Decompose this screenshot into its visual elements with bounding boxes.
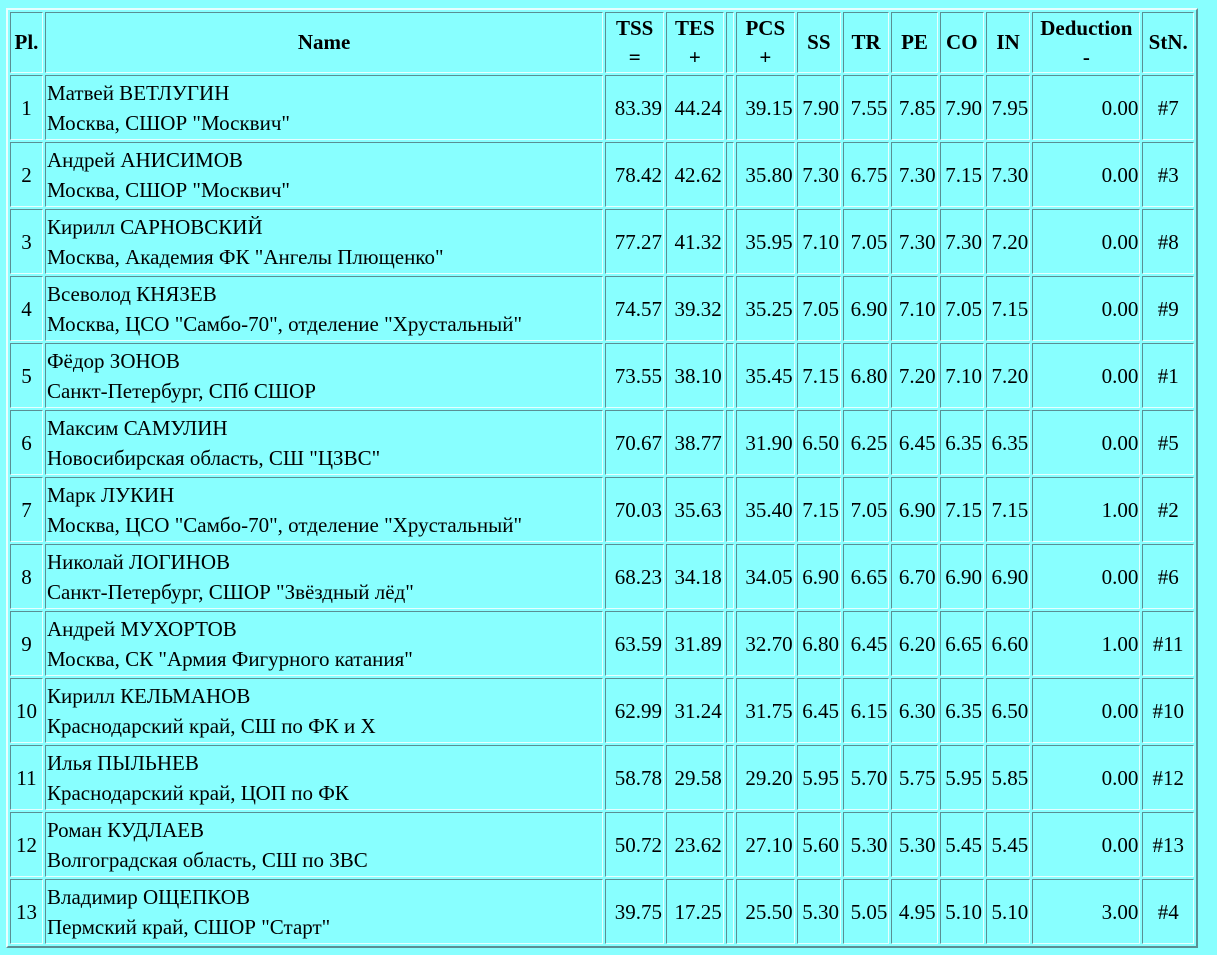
skater-club: Краснодарский край, СШ по ФК и Х [46, 713, 376, 738]
cell-tes: 29.58 [666, 745, 724, 810]
cell-spacer [726, 343, 734, 408]
skater-name: Максим САМУЛИН [46, 415, 228, 440]
cell-deduction: 0.00 [1032, 276, 1140, 341]
cell-skater [45, 75, 603, 140]
table-row [10, 209, 1194, 274]
skater-name: Фёдор ЗОНОВ [46, 348, 180, 373]
results-table [6, 8, 1198, 948]
cell-pe: 7.20 [891, 343, 937, 408]
cell-co: 5.45 [940, 812, 984, 877]
cell-spacer [726, 276, 734, 341]
skater-club: Москва, СШОР "Москвич" [46, 110, 290, 135]
cell-skater [45, 142, 603, 207]
cell-tss: 70.03 [605, 477, 664, 542]
table-row [10, 812, 1194, 877]
skater-club: Краснодарский край, ЦОП по ФК [46, 780, 349, 805]
cell-tes: 41.32 [666, 209, 724, 274]
cell-deduction: 1.00 [1032, 611, 1140, 676]
cell-co: 6.35 [940, 410, 984, 475]
cell-start-number: #11 [1142, 611, 1194, 676]
cell-tss: 63.59 [605, 611, 664, 676]
cell-in: 7.15 [986, 276, 1030, 341]
cell-place: 2 [10, 142, 43, 207]
cell-start-number: #2 [1142, 477, 1194, 542]
cell-ss: 6.90 [797, 544, 841, 609]
cell-pcs: 35.95 [736, 209, 795, 274]
cell-skater [45, 544, 603, 609]
header-tss[interactable]: TSS = [605, 12, 664, 73]
header-tr[interactable]: TR [843, 12, 889, 73]
cell-in: 7.95 [986, 75, 1030, 140]
cell-tr: 6.75 [843, 142, 889, 207]
cell-spacer [726, 209, 734, 274]
header-in[interactable]: IN [986, 12, 1030, 73]
cell-co: 7.10 [940, 343, 984, 408]
skater-club: Москва, ЦСО "Самбо-70", отделение "Хрустальный" [46, 311, 523, 336]
cell-in: 7.30 [986, 142, 1030, 207]
table-row [10, 410, 1194, 475]
cell-tr: 5.70 [843, 745, 889, 810]
cell-deduction: 0.00 [1032, 544, 1140, 609]
cell-tes: 17.25 [666, 879, 724, 944]
cell-tr: 7.55 [843, 75, 889, 140]
skater-name: Кирилл КЕЛЬМАНОВ [46, 683, 251, 708]
cell-tr: 6.15 [843, 678, 889, 743]
cell-deduction: 0.00 [1032, 75, 1140, 140]
cell-co: 5.10 [940, 879, 984, 944]
cell-start-number: #5 [1142, 410, 1194, 475]
cell-start-number: #8 [1142, 209, 1194, 274]
cell-deduction: 0.00 [1032, 745, 1140, 810]
cell-skater [45, 477, 603, 542]
cell-in: 7.15 [986, 477, 1030, 542]
skater-club: Москва, СШОР "Москвич" [46, 177, 290, 202]
cell-deduction: 0.00 [1032, 142, 1140, 207]
cell-place: 3 [10, 209, 43, 274]
skater-name: Всеволод КНЯЗЕВ [46, 281, 217, 306]
cell-tss: 70.67 [605, 410, 664, 475]
cell-tr: 6.90 [843, 276, 889, 341]
cell-tes: 31.89 [666, 611, 724, 676]
header-start-number[interactable]: StN. [1142, 12, 1194, 73]
cell-start-number: #9 [1142, 276, 1194, 341]
cell-ss: 6.45 [797, 678, 841, 743]
cell-pe: 6.45 [891, 410, 937, 475]
skater-name: Матвей ВЕТЛУГИН [46, 80, 230, 105]
cell-place: 11 [10, 745, 43, 810]
cell-in: 7.20 [986, 209, 1030, 274]
cell-pcs: 35.80 [736, 142, 795, 207]
cell-start-number: #3 [1142, 142, 1194, 207]
table-row [10, 276, 1194, 341]
cell-tss: 50.72 [605, 812, 664, 877]
cell-tes: 38.77 [666, 410, 724, 475]
header-name[interactable]: Name [45, 12, 603, 73]
header-row [10, 12, 1194, 73]
header-deduction[interactable]: Deduction - [1032, 12, 1140, 73]
cell-co: 7.90 [940, 75, 984, 140]
cell-deduction: 1.00 [1032, 477, 1140, 542]
header-pe[interactable]: PE [891, 12, 937, 73]
cell-deduction: 0.00 [1032, 410, 1140, 475]
skater-club: Москва, ЦСО "Самбо-70", отделение "Хрустальный" [46, 512, 523, 537]
cell-tr: 5.30 [843, 812, 889, 877]
cell-skater [45, 209, 603, 274]
cell-co: 6.35 [940, 678, 984, 743]
cell-pcs: 27.10 [736, 812, 795, 877]
header-pcs[interactable]: PCS + [736, 12, 795, 73]
cell-spacer [726, 678, 734, 743]
cell-ss: 5.30 [797, 879, 841, 944]
cell-spacer [726, 812, 734, 877]
table-row [10, 477, 1194, 542]
cell-spacer [726, 611, 734, 676]
skater-name: Андрей АНИСИМОВ [46, 147, 243, 172]
cell-in: 7.20 [986, 343, 1030, 408]
cell-tr: 7.05 [843, 209, 889, 274]
header-tes[interactable]: TES + [666, 12, 724, 73]
table-row [10, 879, 1194, 944]
skater-club: Новосибирская область, СШ "ЦЗВС" [46, 445, 381, 470]
skater-name: Андрей МУХОРТОВ [46, 616, 237, 641]
cell-ss: 7.15 [797, 343, 841, 408]
cell-skater [45, 276, 603, 341]
cell-tes: 38.10 [666, 343, 724, 408]
cell-place: 13 [10, 879, 43, 944]
cell-in: 6.50 [986, 678, 1030, 743]
skater-name: Марк ЛУКИН [46, 482, 175, 507]
skater-name: Кирилл САРНОВСКИЙ [46, 214, 263, 239]
cell-deduction: 0.00 [1032, 678, 1140, 743]
table-row [10, 678, 1194, 743]
cell-pe: 5.30 [891, 812, 937, 877]
cell-co: 7.05 [940, 276, 984, 341]
cell-tss: 78.42 [605, 142, 664, 207]
cell-pcs: 39.15 [736, 75, 795, 140]
cell-co: 6.90 [940, 544, 984, 609]
cell-place: 5 [10, 343, 43, 408]
cell-pe: 6.70 [891, 544, 937, 609]
cell-tss: 62.99 [605, 678, 664, 743]
cell-spacer [726, 544, 734, 609]
cell-pcs: 31.75 [736, 678, 795, 743]
cell-tes: 39.32 [666, 276, 724, 341]
cell-tss: 68.23 [605, 544, 664, 609]
cell-place: 8 [10, 544, 43, 609]
cell-ss: 6.80 [797, 611, 841, 676]
skater-club: Москва, СК "Армия Фигурного катания" [46, 646, 413, 671]
cell-co: 7.30 [940, 209, 984, 274]
cell-pcs: 35.40 [736, 477, 795, 542]
cell-tes: 31.24 [666, 678, 724, 743]
cell-start-number: #1 [1142, 343, 1194, 408]
cell-tss: 83.39 [605, 75, 664, 140]
cell-spacer [726, 879, 734, 944]
table-row [10, 75, 1194, 140]
cell-pcs: 29.20 [736, 745, 795, 810]
cell-co: 7.15 [940, 142, 984, 207]
skater-name: Владимир ОЩЕПКОВ [46, 884, 250, 909]
skater-club: Пермский край, СШОР "Старт" [46, 914, 331, 939]
cell-co: 5.95 [940, 745, 984, 810]
table-row [10, 544, 1194, 609]
skater-name: Роман КУДЛАЕВ [46, 817, 205, 842]
table-row [10, 611, 1194, 676]
cell-ss: 7.05 [797, 276, 841, 341]
cell-co: 6.65 [940, 611, 984, 676]
cell-skater [45, 343, 603, 408]
cell-skater [45, 678, 603, 743]
header-co[interactable]: CO [940, 12, 984, 73]
table-row [10, 142, 1194, 207]
cell-pcs: 31.90 [736, 410, 795, 475]
cell-spacer [726, 75, 734, 140]
cell-in: 6.60 [986, 611, 1030, 676]
cell-skater [45, 745, 603, 810]
cell-ss: 5.60 [797, 812, 841, 877]
skater-club: Санкт-Петербург, СШОР "Звёздный лёд" [46, 579, 414, 604]
cell-pcs: 32.70 [736, 611, 795, 676]
cell-skater [45, 812, 603, 877]
cell-tss: 74.57 [605, 276, 664, 341]
cell-ss: 7.90 [797, 75, 841, 140]
table-row [10, 343, 1194, 408]
cell-skater [45, 611, 603, 676]
cell-in: 5.85 [986, 745, 1030, 810]
cell-pe: 4.95 [891, 879, 937, 944]
cell-tss: 77.27 [605, 209, 664, 274]
cell-place: 4 [10, 276, 43, 341]
cell-tes: 44.24 [666, 75, 724, 140]
cell-place: 7 [10, 477, 43, 542]
cell-skater [45, 879, 603, 944]
cell-pe: 6.20 [891, 611, 937, 676]
skater-club: Волгоградская область, СШ по ЗВС [46, 847, 368, 872]
header-spacer [726, 12, 734, 73]
cell-tss: 58.78 [605, 745, 664, 810]
cell-place: 1 [10, 75, 43, 140]
cell-place: 12 [10, 812, 43, 877]
cell-ss: 7.10 [797, 209, 841, 274]
cell-spacer [726, 142, 734, 207]
cell-pe: 7.10 [891, 276, 937, 341]
cell-deduction: 0.00 [1032, 343, 1140, 408]
cell-in: 6.90 [986, 544, 1030, 609]
cell-deduction: 3.00 [1032, 879, 1140, 944]
skater-club: Санкт-Петербург, СПб СШОР [46, 378, 316, 403]
cell-ss: 5.95 [797, 745, 841, 810]
cell-tr: 7.05 [843, 477, 889, 542]
cell-tr: 6.65 [843, 544, 889, 609]
cell-pe: 5.75 [891, 745, 937, 810]
cell-tss: 39.75 [605, 879, 664, 944]
cell-start-number: #10 [1142, 678, 1194, 743]
cell-tr: 6.25 [843, 410, 889, 475]
cell-pe: 7.85 [891, 75, 937, 140]
cell-tes: 42.62 [666, 142, 724, 207]
cell-in: 5.45 [986, 812, 1030, 877]
skater-name: Николай ЛОГИНОВ [46, 549, 231, 574]
cell-place: 10 [10, 678, 43, 743]
cell-start-number: #7 [1142, 75, 1194, 140]
cell-start-number: #6 [1142, 544, 1194, 609]
cell-pcs: 35.45 [736, 343, 795, 408]
cell-start-number: #4 [1142, 879, 1194, 944]
cell-ss: 6.50 [797, 410, 841, 475]
results-body [10, 75, 1194, 944]
cell-pcs: 25.50 [736, 879, 795, 944]
cell-ss: 7.15 [797, 477, 841, 542]
cell-tes: 23.62 [666, 812, 724, 877]
cell-tes: 34.18 [666, 544, 724, 609]
cell-deduction: 0.00 [1032, 209, 1140, 274]
cell-pe: 6.30 [891, 678, 937, 743]
cell-pe: 6.90 [891, 477, 937, 542]
cell-tes: 35.63 [666, 477, 724, 542]
cell-place: 6 [10, 410, 43, 475]
cell-pcs: 35.25 [736, 276, 795, 341]
cell-ss: 7.30 [797, 142, 841, 207]
cell-tr: 6.80 [843, 343, 889, 408]
cell-spacer [726, 410, 734, 475]
cell-co: 7.15 [940, 477, 984, 542]
cell-pe: 7.30 [891, 142, 937, 207]
skater-club: Москва, Академия ФК "Ангелы Плющенко" [46, 244, 444, 269]
cell-in: 5.10 [986, 879, 1030, 944]
table-row [10, 745, 1194, 810]
header-place[interactable]: Pl. [10, 12, 43, 73]
cell-tr: 6.45 [843, 611, 889, 676]
header-ss[interactable]: SS [797, 12, 841, 73]
cell-skater [45, 410, 603, 475]
cell-tr: 5.05 [843, 879, 889, 944]
cell-in: 6.35 [986, 410, 1030, 475]
cell-start-number: #12 [1142, 745, 1194, 810]
cell-tss: 73.55 [605, 343, 664, 408]
cell-start-number: #13 [1142, 812, 1194, 877]
cell-pe: 7.30 [891, 209, 937, 274]
cell-pcs: 34.05 [736, 544, 795, 609]
cell-place: 9 [10, 611, 43, 676]
cell-deduction: 0.00 [1032, 812, 1140, 877]
skater-name: Илья ПЫЛЬНЕВ [46, 750, 199, 775]
cell-spacer [726, 477, 734, 542]
cell-spacer [726, 745, 734, 810]
